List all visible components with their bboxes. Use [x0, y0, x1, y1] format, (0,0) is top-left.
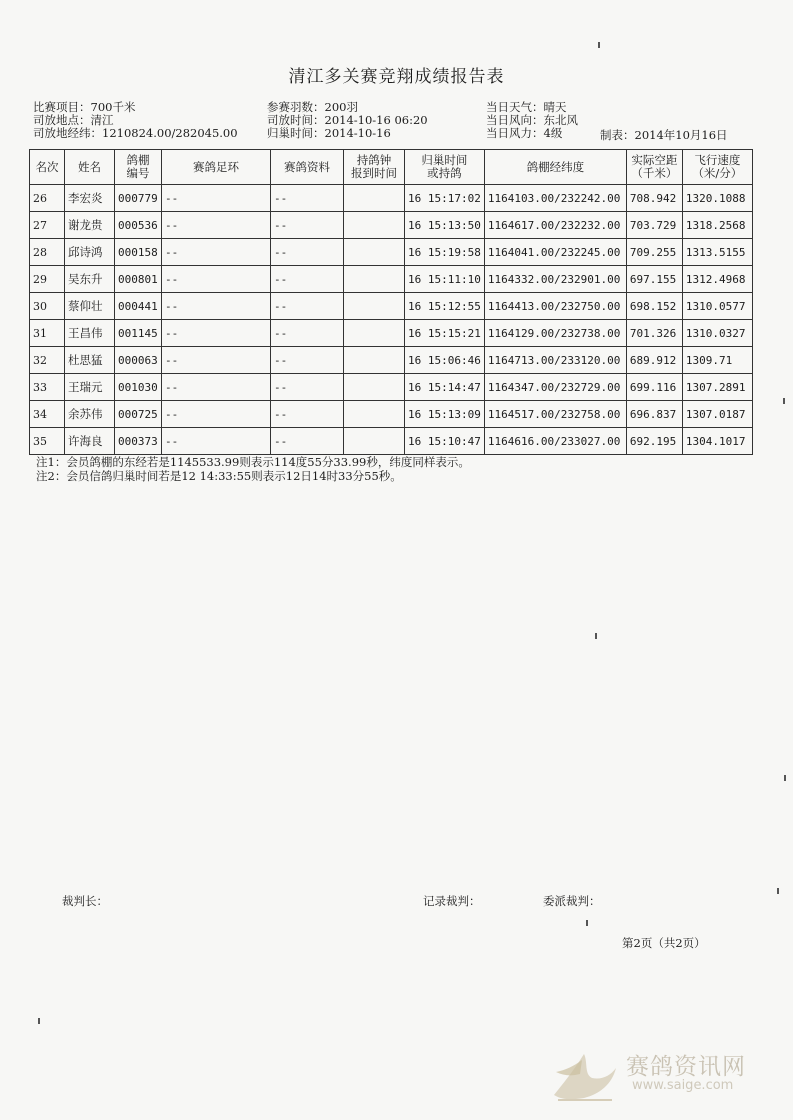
- cell-loft-coords: 1164129.00/232738.00: [484, 320, 626, 347]
- pigeon-logo-icon: [544, 1040, 624, 1110]
- cell-rank: 33: [30, 374, 65, 401]
- cell-rank: 29: [30, 266, 65, 293]
- scan-speck: [38, 1018, 40, 1024]
- header-loft-coords: 鸽棚经纬度: [484, 150, 626, 185]
- cell-rank: 26: [30, 185, 65, 212]
- cell-pigeon-info: --: [271, 401, 344, 428]
- cell-name: 邱诗鸿: [65, 239, 115, 266]
- cell-speed: 1310.0577: [682, 293, 752, 320]
- header-loft-id: 鸽棚 编号: [115, 150, 162, 185]
- cell-pigeon-info: --: [271, 239, 344, 266]
- chief-judge-label: 裁判长：: [62, 894, 108, 908]
- cell-loft-id: 000441: [115, 293, 162, 320]
- weather: 当日天气：晴天: [486, 100, 567, 114]
- cell-ring: --: [162, 212, 271, 239]
- note-1: 注1：会员鸽棚的东经若是1145533.99则表示114度55分33.99秒，纬度同样表示。: [36, 455, 470, 469]
- cell-name: 李宏炎: [65, 185, 115, 212]
- watermark-text: 赛鸽资讯网: [626, 1054, 746, 1080]
- cell-pigeon-info: --: [271, 266, 344, 293]
- table-body: [30, 185, 753, 455]
- cell-loft-coords: 1164713.00/233120.00: [484, 347, 626, 374]
- cell-name: 王昌伟: [65, 320, 115, 347]
- header-ring: 赛鸽足环: [162, 150, 271, 185]
- cell-arrival-time: 16 15:17:02: [405, 185, 485, 212]
- cell-ring: --: [162, 347, 271, 374]
- cell-arrival-time: 16 15:14:47: [405, 374, 485, 401]
- cell-name: 蔡仰壮: [65, 293, 115, 320]
- cell-loft-id: 000801: [115, 266, 162, 293]
- cell-loft-coords: 1164103.00/232242.00: [484, 185, 626, 212]
- cell-loft-coords: 1164347.00/232729.00: [484, 374, 626, 401]
- header-speed: 飞行速度 （米/分）: [682, 150, 752, 185]
- table-row: [30, 428, 753, 455]
- cell-loft-coords: 1164041.00/232245.00: [484, 239, 626, 266]
- cell-distance: 709.255: [626, 239, 682, 266]
- cell-arrival-time: 16 15:13:50: [405, 212, 485, 239]
- record-judge-label: 记录裁判：: [423, 894, 481, 908]
- scan-speck: [777, 888, 779, 894]
- cell-ring: --: [162, 266, 271, 293]
- cell-clock-time: [344, 401, 405, 428]
- cell-rank: 30: [30, 293, 65, 320]
- cell-loft-coords: 1164616.00/233027.00: [484, 428, 626, 455]
- cell-arrival-time: 16 15:11:10: [405, 266, 485, 293]
- cell-clock-time: [344, 374, 405, 401]
- cell-distance: 689.912: [626, 347, 682, 374]
- cell-name: 许海良: [65, 428, 115, 455]
- cell-pigeon-info: --: [271, 374, 344, 401]
- cell-arrival-time: 16 15:13:09: [405, 401, 485, 428]
- cell-distance: 699.116: [626, 374, 682, 401]
- cell-rank: 28: [30, 239, 65, 266]
- scan-speck: [783, 398, 785, 404]
- cell-distance: 696.837: [626, 401, 682, 428]
- cell-arrival-time: 16 15:19:58: [405, 239, 485, 266]
- cell-ring: --: [162, 239, 271, 266]
- cell-clock-time: [344, 239, 405, 266]
- report-title: 清江多关赛竞翔成绩报告表: [288, 67, 505, 87]
- cell-distance: 708.942: [626, 185, 682, 212]
- cell-speed: 1318.2568: [682, 212, 752, 239]
- cell-loft-coords: 1164617.00/232232.00: [484, 212, 626, 239]
- cell-distance: 701.326: [626, 320, 682, 347]
- cell-clock-time: [344, 185, 405, 212]
- cell-loft-coords: 1164332.00/232901.00: [484, 266, 626, 293]
- cell-rank: 27: [30, 212, 65, 239]
- cell-name: 余苏伟: [65, 401, 115, 428]
- cell-speed: 1310.0327: [682, 320, 752, 347]
- table-row: [30, 293, 753, 320]
- cell-clock-time: [344, 293, 405, 320]
- cell-arrival-time: 16 15:10:47: [405, 428, 485, 455]
- cell-arrival-time: 16 15:15:21: [405, 320, 485, 347]
- info-column-3: [486, 101, 578, 140]
- cell-clock-time: [344, 266, 405, 293]
- scan-speck: [598, 42, 600, 48]
- watermark-url: www.saige.com: [632, 1078, 734, 1093]
- cell-ring: --: [162, 185, 271, 212]
- return-time: 归巢时间：2014-10-16: [267, 126, 391, 140]
- assigned-judge-label: 委派裁判：: [543, 894, 601, 908]
- table-row: [30, 185, 753, 212]
- header-distance: 实际空距 （千米）: [626, 150, 682, 185]
- entries-count: 参赛羽数：200羽: [267, 100, 358, 114]
- release-location: 司放地点：清江: [33, 113, 114, 127]
- cell-loft-id: 000779: [115, 185, 162, 212]
- scan-speck: [595, 633, 597, 639]
- info-column-1: [33, 101, 238, 140]
- cell-speed: 1313.5155: [682, 239, 752, 266]
- cell-name: 王瑞元: [65, 374, 115, 401]
- cell-distance: 692.195: [626, 428, 682, 455]
- table-row: [30, 347, 753, 374]
- table-row: [30, 401, 753, 428]
- header-name: 姓名: [65, 150, 115, 185]
- cell-arrival-time: 16 15:12:55: [405, 293, 485, 320]
- cell-pigeon-info: --: [271, 185, 344, 212]
- cell-ring: --: [162, 401, 271, 428]
- cell-loft-id: 001145: [115, 320, 162, 347]
- table-row: [30, 266, 753, 293]
- cell-pigeon-info: --: [271, 428, 344, 455]
- cell-pigeon-info: --: [271, 320, 344, 347]
- cell-ring: --: [162, 428, 271, 455]
- wind-force: 当日风力：4级: [486, 126, 563, 140]
- cell-loft-id: 000725: [115, 401, 162, 428]
- cell-speed: 1312.4968: [682, 266, 752, 293]
- cell-rank: 31: [30, 320, 65, 347]
- notes: [36, 455, 470, 483]
- header-arrival-time: 归巢时间 或持鸽: [405, 150, 485, 185]
- cell-speed: 1304.1017: [682, 428, 752, 455]
- header-rank: 名次: [30, 150, 65, 185]
- cell-pigeon-info: --: [271, 347, 344, 374]
- cell-name: 吴东升: [65, 266, 115, 293]
- table-row: [30, 212, 753, 239]
- cell-clock-time: [344, 212, 405, 239]
- cell-ring: --: [162, 293, 271, 320]
- header-clock-time: 持鸽钟 报到时间: [344, 150, 405, 185]
- cell-loft-id: 000536: [115, 212, 162, 239]
- cell-loft-id: 001030: [115, 374, 162, 401]
- cell-speed: 1320.1088: [682, 185, 752, 212]
- cell-name: 谢龙贵: [65, 212, 115, 239]
- cell-distance: 697.155: [626, 266, 682, 293]
- header-pigeon-info: 赛鸽资料: [271, 150, 344, 185]
- race-item: 比赛项目：700千米: [33, 100, 136, 114]
- cell-pigeon-info: --: [271, 212, 344, 239]
- cell-clock-time: [344, 428, 405, 455]
- cell-arrival-time: 16 15:06:46: [405, 347, 485, 374]
- cell-speed: 1307.2891: [682, 374, 752, 401]
- results-table: [29, 149, 753, 455]
- cell-loft-coords: 1164413.00/232750.00: [484, 293, 626, 320]
- release-time: 司放时间：2014-10-16 06:20: [267, 113, 428, 127]
- note-2: 注2：会员信鸽归巢时间若是12 14:33:55则表示12日14时33分55秒。: [36, 469, 402, 483]
- wind-direction: 当日风向：东北风: [486, 113, 578, 127]
- made-date: 制表：2014年10月16日: [600, 128, 728, 142]
- cell-speed: 1309.71: [682, 347, 752, 374]
- table-header-row: [30, 150, 753, 185]
- cell-pigeon-info: --: [271, 293, 344, 320]
- cell-ring: --: [162, 320, 271, 347]
- cell-loft-id: 000373: [115, 428, 162, 455]
- cell-rank: 34: [30, 401, 65, 428]
- table-row: [30, 320, 753, 347]
- cell-rank: 35: [30, 428, 65, 455]
- cell-name: 杜思猛: [65, 347, 115, 374]
- scan-speck: [586, 920, 588, 926]
- cell-speed: 1307.0187: [682, 401, 752, 428]
- cell-distance: 698.152: [626, 293, 682, 320]
- cell-rank: 32: [30, 347, 65, 374]
- cell-ring: --: [162, 374, 271, 401]
- release-coordinates: 司放地经纬：1210824.00/282045.00: [33, 126, 238, 140]
- cell-loft-coords: 1164517.00/232758.00: [484, 401, 626, 428]
- cell-clock-time: [344, 320, 405, 347]
- cell-clock-time: [344, 347, 405, 374]
- page-number: 第2页（共2页）: [622, 936, 706, 950]
- scan-speck: [784, 775, 786, 781]
- cell-distance: 703.729: [626, 212, 682, 239]
- info-column-2: [267, 101, 428, 140]
- table-row: [30, 239, 753, 266]
- table-row: [30, 374, 753, 401]
- cell-loft-id: 000158: [115, 239, 162, 266]
- watermark-logo: [544, 1040, 784, 1110]
- cell-loft-id: 000063: [115, 347, 162, 374]
